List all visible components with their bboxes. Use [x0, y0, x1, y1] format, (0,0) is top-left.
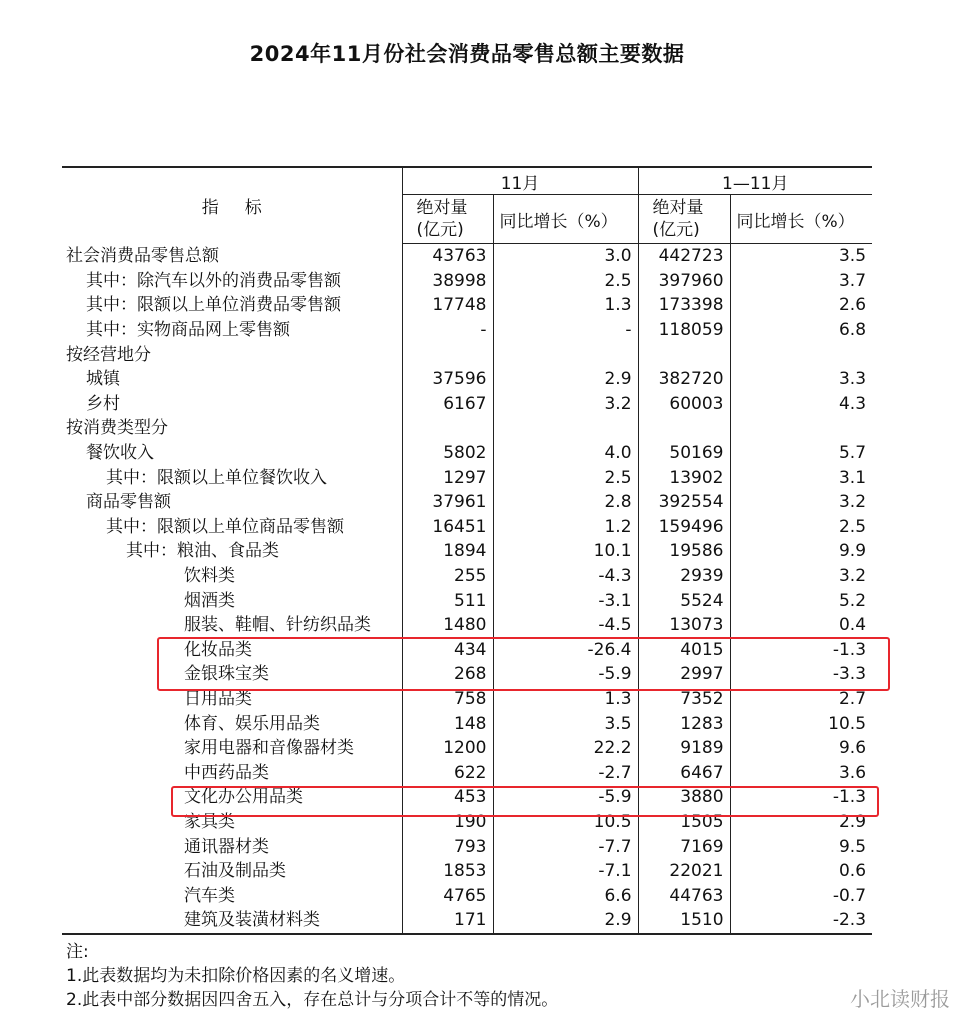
month-abs-value: 1894	[402, 539, 493, 564]
month-yoy-value: -7.1	[493, 859, 638, 884]
ytd-abs-header: 绝对量 (亿元)	[638, 195, 730, 244]
month-yoy-value: 1.2	[493, 515, 638, 540]
table-row	[62, 613, 872, 638]
ytd-abs-value: 2939	[638, 564, 730, 589]
ytd-yoy-value: 2.6	[730, 293, 872, 318]
month-yoy-value: 1.3	[493, 687, 638, 712]
row-label: 其中：限额以上单位餐饮收入	[106, 467, 327, 488]
row-label: 服装、鞋帽、针纺织品类	[184, 615, 371, 636]
month-abs-value: 1200	[402, 736, 493, 761]
ytd-abs-value: 118059	[638, 318, 730, 343]
table-row	[62, 318, 872, 343]
month-abs-value	[402, 416, 493, 441]
ytd-yoy-value: 3.7	[730, 269, 872, 294]
row-label: 其中：实物商品网上零售额	[86, 320, 290, 341]
row-label: 其中：限额以上单位消费品零售额	[86, 295, 341, 316]
period-ytd-header: 1—11月	[638, 167, 872, 195]
month-yoy-value: -5.9	[493, 662, 638, 687]
month-yoy-value: 2.8	[493, 490, 638, 515]
table-row	[62, 908, 872, 934]
ytd-yoy-value: 3.2	[730, 564, 872, 589]
ytd-abs-value: 44763	[638, 883, 730, 908]
row-label: 商品零售额	[86, 492, 171, 513]
table-row	[62, 441, 872, 466]
ytd-abs-value: 1283	[638, 711, 730, 736]
row-label: 按经营地分	[66, 344, 151, 365]
ytd-yoy-value: -2.3	[730, 908, 872, 934]
month-abs-value: 434	[402, 638, 493, 663]
ytd-yoy-value: 0.6	[730, 859, 872, 884]
month-yoy-value: -4.3	[493, 564, 638, 589]
ytd-yoy-value: 3.2	[730, 490, 872, 515]
month-abs-value: 16451	[402, 515, 493, 540]
ytd-abs-value: 1505	[638, 810, 730, 835]
ytd-yoy-value: 2.9	[730, 810, 872, 835]
ytd-abs-value: 9189	[638, 736, 730, 761]
row-label: 中西药品类	[184, 762, 269, 783]
ytd-yoy-value: 9.5	[730, 834, 872, 859]
month-yoy-value: 22.2	[493, 736, 638, 761]
month-yoy-value: -3.1	[493, 588, 638, 613]
ytd-yoy-value: -0.7	[730, 883, 872, 908]
watermark: 小北读财报	[850, 987, 950, 1011]
ytd-abs-value: 19586	[638, 539, 730, 564]
ytd-abs-value: 50169	[638, 441, 730, 466]
ytd-yoy-value: 4.3	[730, 392, 872, 417]
month-yoy-value: 4.0	[493, 441, 638, 466]
table-row	[62, 539, 872, 564]
month-abs-header: 绝对量 (亿元)	[402, 195, 493, 244]
row-label: 汽车类	[184, 885, 235, 906]
month-abs-value: 4765	[402, 883, 493, 908]
ytd-yoy-value: 2.7	[730, 687, 872, 712]
table-row	[62, 465, 872, 490]
row-label: 家具类	[184, 811, 235, 832]
month-abs-value	[402, 342, 493, 367]
month-abs-value: 1480	[402, 613, 493, 638]
month-abs-value: 511	[402, 588, 493, 613]
month-abs-value: 37596	[402, 367, 493, 392]
month-abs-value: 1297	[402, 465, 493, 490]
ytd-yoy-value: 3.1	[730, 465, 872, 490]
month-yoy-value: -5.9	[493, 785, 638, 810]
row-label: 其中：限额以上单位商品零售额	[106, 516, 344, 537]
table-row	[62, 859, 872, 884]
ytd-abs-value: 7352	[638, 687, 730, 712]
ytd-yoy-value	[730, 342, 872, 367]
ytd-yoy-value: 10.5	[730, 711, 872, 736]
table-row	[62, 244, 872, 269]
month-abs-value: 758	[402, 687, 493, 712]
ytd-abs-value: 5524	[638, 588, 730, 613]
note-item: 1.此表数据均为未扣除价格因素的名义增速。	[66, 966, 406, 986]
month-abs-value: 6167	[402, 392, 493, 417]
month-abs-value: 38998	[402, 269, 493, 294]
month-abs-value: 171	[402, 908, 493, 934]
month-yoy-value: 2.5	[493, 269, 638, 294]
month-yoy-value: -4.5	[493, 613, 638, 638]
ytd-abs-value: 382720	[638, 367, 730, 392]
table-row	[62, 367, 872, 392]
row-label: 建筑及装潢材料类	[62, 908, 402, 934]
highlight-box-cosmetics-jewelry	[157, 637, 890, 691]
row-label: 饮料类	[184, 566, 235, 587]
row-label: 日用品类	[184, 688, 252, 709]
ytd-yoy-value: 3.3	[730, 367, 872, 392]
month-abs-value: 17748	[402, 293, 493, 318]
table-row	[62, 564, 872, 589]
ytd-abs-value: 6467	[638, 760, 730, 785]
ytd-abs-value: 4015	[638, 638, 730, 663]
ytd-yoy-value: 9.9	[730, 539, 872, 564]
ytd-abs-value: 13073	[638, 613, 730, 638]
month-yoy-value: -	[493, 318, 638, 343]
row-label: 家用电器和音像器材类	[184, 738, 354, 759]
month-abs-value: 5802	[402, 441, 493, 466]
month-yoy-header: 同比增长（%）	[493, 195, 638, 244]
row-label: 烟酒类	[184, 590, 235, 611]
row-label: 城镇	[86, 369, 120, 390]
ytd-abs-value: 22021	[638, 859, 730, 884]
retail-sales-table	[62, 166, 872, 935]
month-abs-value: 1853	[402, 859, 493, 884]
table-row	[62, 392, 872, 417]
row-label: 按消费类型分	[66, 418, 168, 439]
month-abs-value: 190	[402, 810, 493, 835]
ytd-abs-value: 159496	[638, 515, 730, 540]
table-row	[62, 269, 872, 294]
month-yoy-value: 1.3	[493, 293, 638, 318]
ytd-abs-value: 397960	[638, 269, 730, 294]
month-abs-value: 43763	[402, 244, 493, 269]
month-yoy-value: -2.7	[493, 760, 638, 785]
notes-heading: 注:	[66, 942, 89, 962]
month-abs-value: -	[402, 318, 493, 343]
ytd-abs-value: 392554	[638, 490, 730, 515]
notes	[66, 940, 558, 1012]
row-label: 其中：除汽车以外的消费品零售额	[86, 270, 341, 291]
ytd-yoy-value	[730, 416, 872, 441]
month-yoy-value: 2.9	[493, 908, 638, 934]
table-row	[62, 490, 872, 515]
table-row	[62, 736, 872, 761]
ytd-yoy-header: 同比增长（%）	[730, 195, 872, 244]
ytd-yoy-value: 5.7	[730, 441, 872, 466]
ytd-abs-value	[638, 342, 730, 367]
ytd-abs-value: 60003	[638, 392, 730, 417]
ytd-yoy-value: 6.8	[730, 318, 872, 343]
month-yoy-value: 3.5	[493, 711, 638, 736]
ytd-yoy-value: -1.3	[730, 785, 872, 810]
month-yoy-value: 2.5	[493, 465, 638, 490]
ytd-yoy-value: 0.4	[730, 613, 872, 638]
month-yoy-value: 2.9	[493, 367, 638, 392]
month-yoy-value	[493, 342, 638, 367]
row-label: 其中：粮油、食品类	[126, 541, 279, 562]
ytd-yoy-value: 3.6	[730, 760, 872, 785]
month-yoy-value: 10.5	[493, 810, 638, 835]
month-abs-value: 255	[402, 564, 493, 589]
indicator-header: 指标	[62, 167, 402, 244]
ytd-yoy-value: 2.5	[730, 515, 872, 540]
table-body	[62, 244, 872, 934]
ytd-abs-value: 173398	[638, 293, 730, 318]
table-row	[62, 883, 872, 908]
ytd-yoy-value: 9.6	[730, 736, 872, 761]
row-label: 通讯器材类	[184, 836, 269, 857]
row-label: 金银珠宝类	[184, 664, 269, 685]
row-label: 乡村	[86, 393, 120, 414]
ytd-abs-value: 1510	[638, 908, 730, 934]
ytd-abs-value: 13902	[638, 465, 730, 490]
ytd-abs-value: 2997	[638, 662, 730, 687]
month-abs-value: 148	[402, 711, 493, 736]
table-row	[62, 834, 872, 859]
note-item: 2.此表中部分数据因四舍五入，存在总计与分项合计不等的情况。	[66, 990, 559, 1010]
row-label: 石油及制品类	[184, 861, 286, 882]
ytd-abs-value: 442723	[638, 244, 730, 269]
table-row	[62, 416, 872, 441]
table-row	[62, 515, 872, 540]
table-row	[62, 711, 872, 736]
month-yoy-value: 3.2	[493, 392, 638, 417]
ytd-yoy-value: -1.3	[730, 638, 872, 663]
row-label: 社会消费品零售总额	[66, 246, 219, 267]
row-label: 体育、娱乐用品类	[184, 713, 320, 734]
page-title: 2024年11月份社会消费品零售总额主要数据	[249, 42, 685, 66]
ytd-abs-value: 3880	[638, 785, 730, 810]
table-row	[62, 293, 872, 318]
month-abs-value: 37961	[402, 490, 493, 515]
month-yoy-value	[493, 416, 638, 441]
month-abs-value: 622	[402, 760, 493, 785]
ytd-yoy-value: 3.5	[730, 244, 872, 269]
month-yoy-value: -7.7	[493, 834, 638, 859]
ytd-yoy-value: -3.3	[730, 662, 872, 687]
month-abs-value: 793	[402, 834, 493, 859]
ytd-abs-value	[638, 416, 730, 441]
month-abs-value: 453	[402, 785, 493, 810]
row-label: 餐饮收入	[86, 443, 154, 464]
row-label: 文化办公用品类	[184, 787, 303, 808]
table-row	[62, 760, 872, 785]
highlight-box-office-supplies	[171, 786, 879, 817]
table-row	[62, 342, 872, 367]
period-month-header: 11月	[402, 167, 638, 195]
ytd-yoy-value: 5.2	[730, 588, 872, 613]
row-label: 化妆品类	[184, 639, 252, 660]
month-yoy-value: -26.4	[493, 638, 638, 663]
month-abs-value: 268	[402, 662, 493, 687]
month-yoy-value: 6.6	[493, 883, 638, 908]
month-yoy-value: 10.1	[493, 539, 638, 564]
ytd-abs-value: 7169	[638, 834, 730, 859]
month-yoy-value: 3.0	[493, 244, 638, 269]
table-row	[62, 588, 872, 613]
